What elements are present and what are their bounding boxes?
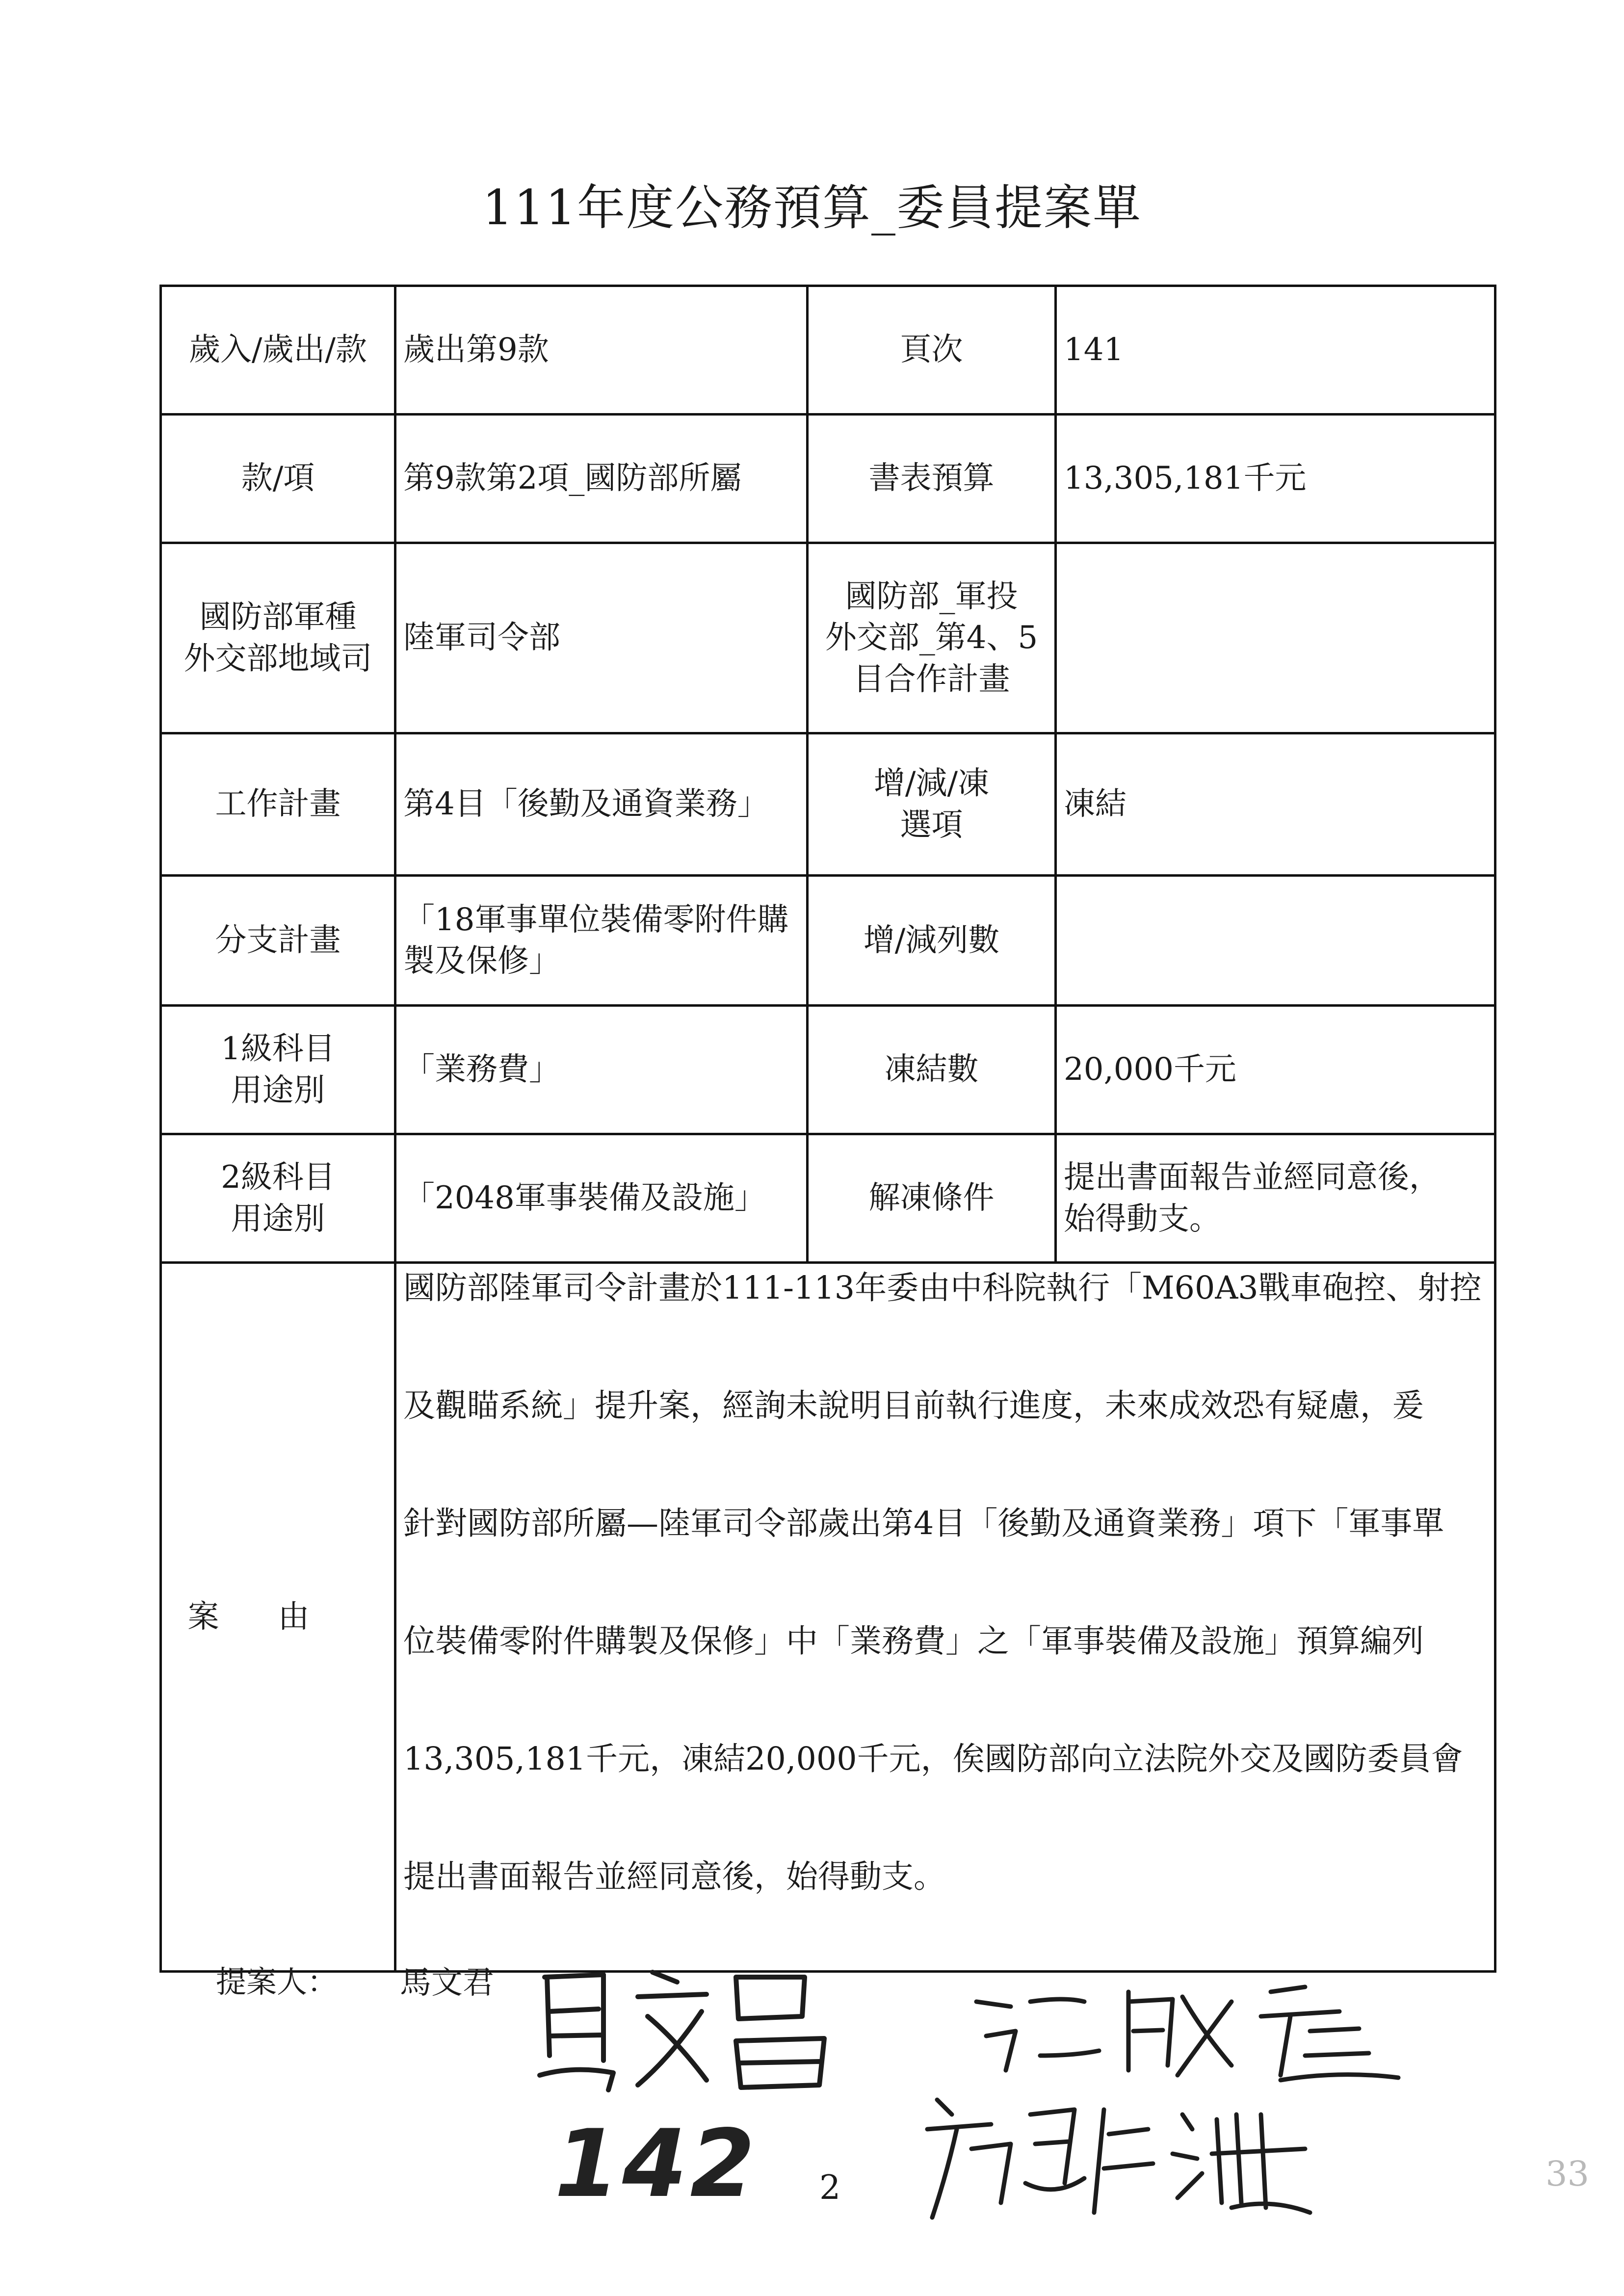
field-label-cooperation-plan	[808, 543, 1056, 733]
field-value-branch-plan	[395, 876, 808, 1006]
handwritten-number: 142	[554, 2110, 758, 2218]
field-value-line: 製及保修」	[403, 943, 560, 979]
corner-mark: 33	[1545, 2154, 1590, 2194]
field-value-budget: 13,305,181千元	[1056, 415, 1495, 543]
field-value-level2-subject: 「2048軍事裝備及設施」	[395, 1134, 808, 1263]
field-label-section-item: 款/項	[161, 415, 395, 543]
handwritten-signature	[917, 2085, 1320, 2232]
reason-line: 針對國防部所屬—陸軍司令部歲出第4目「後勤及通資業務」項下「軍事單	[403, 1505, 1444, 1542]
field-label-level2-subject	[161, 1134, 395, 1263]
field-value-revenue-expense: 歲出第9款	[395, 286, 808, 415]
proposer-name: 馬文君	[400, 1965, 494, 2001]
field-label-line: 用途別	[231, 1072, 325, 1109]
field-label-line: 外交部地域司	[183, 640, 372, 677]
field-label-budget: 書表預算	[808, 415, 1056, 543]
field-value-adjust-amount	[1056, 876, 1495, 1006]
table-row-reason	[161, 1263, 1495, 1972]
table-row	[161, 1134, 1495, 1263]
field-label-adjust-amount: 增/減列數	[808, 876, 1056, 1006]
field-label-line: 國防部軍種	[199, 599, 357, 636]
field-label-page: 頁次	[808, 286, 1056, 415]
field-value-option: 凍結	[1056, 733, 1495, 876]
field-label-line: 1級科目	[221, 1031, 335, 1068]
reason-line: 提出書面報告並經同意後，始得動支。	[403, 1858, 946, 1895]
field-value-work-plan: 第4目「後勤及通資業務」	[395, 733, 808, 876]
proposal-form-table	[159, 285, 1496, 1973]
proposer-label: 提案人：	[216, 1964, 338, 2000]
field-value-line: 始得動支。	[1064, 1200, 1221, 1237]
reason-line: 13,305,181千元，凍結20,000千元，俟國防部向立法院外交及國防委員會	[403, 1741, 1463, 1777]
field-label-service-branch	[161, 543, 395, 733]
field-value-service-branch: 陸軍司令部	[395, 543, 808, 733]
field-value-section-item: 第9款第2項_國防部所屬	[395, 415, 808, 543]
page-number: 2	[819, 2168, 841, 2207]
table-row	[161, 415, 1495, 543]
field-label-line: 用途別	[231, 1200, 325, 1237]
field-label-line: 國防部_軍投	[845, 578, 1018, 615]
field-value-page: 141	[1056, 286, 1495, 415]
field-value-unfreeze-condition	[1056, 1134, 1495, 1263]
reason-line: 及觀瞄系統」提升案，經詢未說明目前執行進度，未來成效恐有疑慮，爰	[403, 1387, 1424, 1424]
field-value-line: 「18軍事單位裝備零附件購	[403, 901, 789, 938]
handwritten-signature	[967, 1972, 1408, 2095]
table-row	[161, 543, 1495, 733]
table-row	[161, 286, 1495, 415]
field-label-revenue-expense: 歲入/歲出/款	[161, 286, 395, 415]
handwritten-signature	[530, 1957, 844, 2100]
field-label-option	[808, 733, 1056, 876]
field-label-branch-plan: 分支計畫	[161, 876, 395, 1006]
field-value-frozen-amount: 20,000千元	[1056, 1006, 1495, 1134]
reason-text	[395, 1263, 1495, 1972]
field-label-line: 選項	[900, 807, 963, 843]
field-value-line: 提出書面報告並經同意後，	[1064, 1159, 1441, 1196]
page-title: 111年度公務預算_委員提案單	[482, 180, 1142, 236]
field-label-unfreeze-condition: 解凍條件	[808, 1134, 1056, 1263]
table-row	[161, 1006, 1495, 1134]
field-label-level1-subject	[161, 1006, 395, 1134]
reason-label: 案由	[161, 1263, 395, 1972]
field-value-cooperation-plan	[1056, 543, 1495, 733]
field-label-line: 外交部_第4、5	[825, 620, 1038, 656]
field-label-line: 目合作計畫	[853, 661, 1010, 698]
field-value-level1-subject: 「業務費」	[395, 1006, 808, 1134]
reason-line: 位裝備零附件購製及保修」中「業務費」之「軍事裝備及設施」預算編列	[403, 1623, 1424, 1660]
field-label-work-plan: 工作計畫	[161, 733, 395, 876]
table-row	[161, 876, 1495, 1006]
field-label-line: 2級科目	[221, 1159, 335, 1196]
table-row	[161, 733, 1495, 876]
field-label-frozen-amount: 凍結數	[808, 1006, 1056, 1134]
reason-line: 國防部陸軍司令計畫於111-113年委由中科院執行「M60A3戰車砲控、射控	[403, 1270, 1482, 1306]
field-label-line: 增/減/凍	[873, 765, 990, 802]
